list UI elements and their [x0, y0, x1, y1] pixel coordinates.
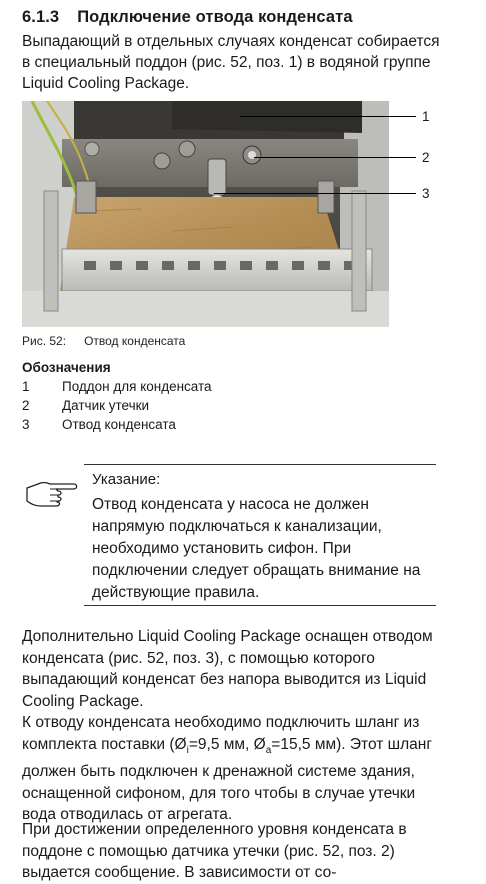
- legend-item: [22, 379, 212, 394]
- legend-item: [22, 417, 176, 432]
- legend-item: [22, 398, 149, 413]
- caption-text: Отвод конденсата: [84, 334, 186, 348]
- legend-number: 2: [22, 398, 30, 413]
- note-title: Указание:: [92, 471, 161, 488]
- callout-2: 2: [422, 150, 430, 165]
- legend-number: 1: [22, 379, 30, 394]
- figure-caption: [22, 334, 185, 348]
- section-heading: [22, 8, 353, 27]
- callout-leader-3: [214, 193, 416, 194]
- callout-1: 1: [422, 109, 430, 124]
- section-title: Подключение отвода конденсата: [77, 8, 353, 26]
- condensate-photo-illustration: [22, 101, 389, 327]
- legend-number: 3: [22, 417, 30, 432]
- body-paragraph-3: При достижении определенного уровня конденсата в поддоне с помощью датчика утечки (рис. 52, поз. 2) выдается сообщение. В зависимости от со-: [22, 821, 407, 881]
- legend-text: Отвод конденсата: [62, 417, 176, 432]
- legend-text: Поддон для конденсата: [62, 379, 212, 394]
- note-text: Отвод конденсата у насоса не должен напрямую подключаться к канализации, необходимо установить сифон. При подключении следует обращать внимание на действующие правила.: [92, 496, 421, 601]
- note-bottom-rule: [84, 605, 436, 606]
- note-top-rule: [84, 464, 436, 465]
- section-number: 6.1.3: [22, 8, 60, 26]
- intro-paragraph: Выпадающий в отдельных случаях конденсат собирается в специальный поддон (рис. 52, поз. 1) в водяной группе Liquid Cooling Package.: [22, 33, 440, 92]
- callout-leader-2: [254, 157, 416, 158]
- legend-text: Датчик утечки: [62, 398, 150, 413]
- pointing-hand-icon: [24, 478, 80, 508]
- body-paragraph-1: Дополнительно Liquid Cooling Package оснащен отводом конденсата (рис. 52, поз. 3), с помощью которого выпадающий конденсат без напора выводится из Liquid Cooling Package.: [22, 628, 433, 710]
- figure-photo: [22, 101, 389, 327]
- callout-leader-1: [240, 116, 416, 117]
- callout-3: 3: [422, 186, 430, 201]
- legend-title: Обозначения: [22, 360, 111, 375]
- caption-label: Рис. 52:: [22, 334, 67, 348]
- body-paragraph-2: К отводу конденсата необходимо подключить шланг из комплекта поставки ($Ø_i=9,5$ мм, $Ø_a=15,5$ мм). Этот шланг должен быть подключен к дренажной системе здания, оснащенной сифоном, для того чтобы в случае утечки вода отводилась от агрегата.: [22, 714, 432, 824]
